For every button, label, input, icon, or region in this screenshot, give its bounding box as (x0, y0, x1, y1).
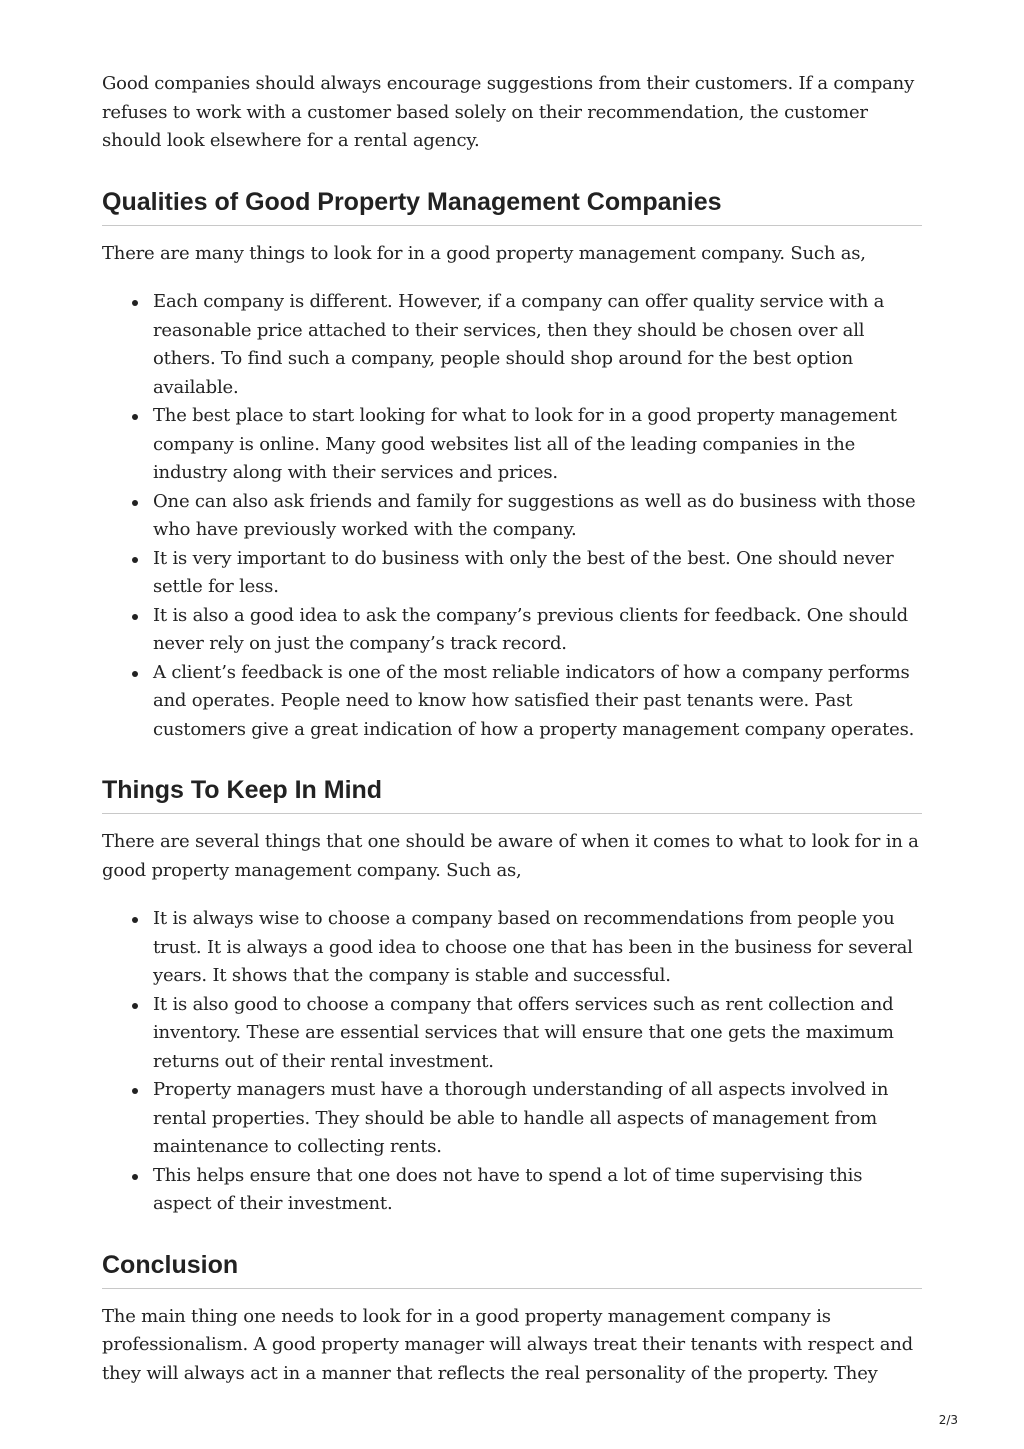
list-item: The best place to start looking for what to look for in a good property management company is online. Many good websites list all of the leading companies in the industry along with their services and prices. (153, 402, 922, 488)
list-item: Each company is different. However, if a company can offer quality service with a reasonable price attached to their services, then they should be chosen over all others. To find such a company, people should shop around for the best option available. (153, 288, 922, 402)
bullet-list-things-to-keep-in-mind (102, 905, 922, 1219)
section-heading-things-to-keep-in-mind: Things To Keep In Mind (102, 776, 922, 814)
list-item: It is always wise to choose a company based on recommendations from people you trust. It is always a good idea to choose one that has been in the business for several years. It shows that the company is stable and successful. (153, 905, 922, 991)
list-item: This helps ensure that one does not have to spend a lot of time supervising this aspect of their investment. (153, 1162, 922, 1219)
section-heading-qualities: Qualities of Good Property Management Companies (102, 188, 922, 226)
list-item: It is also a good idea to ask the company’s previous clients for feedback. One should never rely on just the company’s track record. (153, 602, 922, 659)
intro-paragraph: Good companies should always encourage suggestions from their customers. If a company refuses to work with a customer based solely on their recommendation, the customer should look elsewhere for a rental agency. (102, 73, 915, 151)
bullet-list-qualities (102, 288, 922, 744)
list-item: A client’s feedback is one of the most reliable indicators of how a company performs and operates. People need to know how satisfied their past tenants were. Past customers give a great indication of how a property management company operates. (153, 659, 922, 745)
section-intro-conclusion: The main thing one needs to look for in a good property management company is professionalism. A good property manager will always treat their tenants with respect and they will always act in a manner that reflects the real personality of the property. They (102, 1305, 913, 1384)
section-intro-qualities: There are many things to look for in a good property management company. Such as, (102, 242, 866, 264)
list-item: It is very important to do business with only the best of the best. One should never settle for less. (153, 545, 922, 602)
document-page (102, 70, 922, 1388)
list-item: Property managers must have a thorough understanding of all aspects involved in rental properties. They should be able to handle all aspects of management from maintenance to collecting rents. (153, 1076, 922, 1162)
section-heading-conclusion: Conclusion (102, 1251, 922, 1289)
list-item: One can also ask friends and family for suggestions as well as do business with those who have previously worked with the company. (153, 488, 922, 545)
section-intro-things-to-keep-in-mind: There are several things that one should be aware of when it comes to what to look for in a good property management company. Such as, (102, 831, 919, 881)
page-number: 2/3 (938, 1413, 958, 1427)
list-item: It is also good to choose a company that offers services such as rent collection and inventory. These are essential services that will ensure that one gets the maximum returns out of their rental investment. (153, 991, 922, 1077)
